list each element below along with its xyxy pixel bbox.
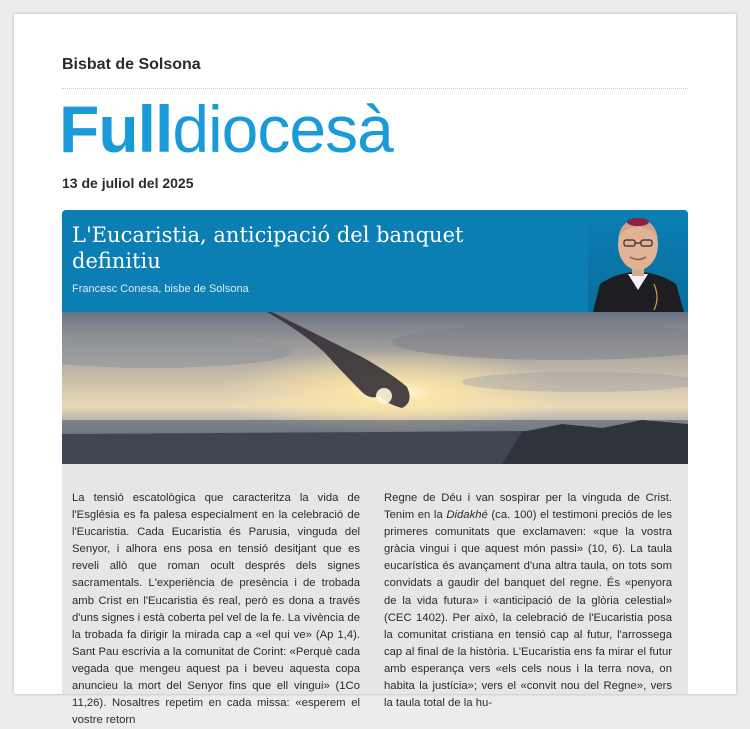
document-page [14, 14, 736, 727]
article-author: Francesc Conesa, bisbe de Solsona [72, 283, 249, 295]
issue-date: 13 de juliol del 2025 [62, 175, 194, 191]
header-divider [62, 88, 688, 89]
body-column-left [72, 490, 360, 729]
body-paragraph-left: La tensió escatològica que caracteritza la vida de l'Església es fa palesa especialment en la celebració de l'Eucaristia. Cada Eucaristia és Parusia, vinguda del Senyor, i alhora ens posa en tensió desitjant que es reveli allò que roman ocult després dels signes sacramentals. L'experiència de presència i de trobada amb Crist en l'Eucaristia és real, però es dona a través d'uns signes i està coberta pel vel de la fe. La vivència de la trobada fa dirigir la mirada cap a «el qui ve» (Ap 1,4). Sant Pau escrivia a la comunitat de Corint: «Perquè cada vegada que mengeu aquest pa i beveu aquesta copa anuncieu la mort del Senyor fins que ell vingui» (1Co 11,26). Nosaltres repetim en cada missa: «esperem el vostre retorn [72, 492, 360, 727]
body-paragraph-right [384, 490, 672, 712]
article-photo [62, 312, 688, 464]
article-body [62, 464, 688, 727]
masthead-bold: Full [59, 92, 173, 166]
body-text-right-start: Regne de Déu i van sospirar per la vinguda de Crist. Tenim en la [384, 492, 672, 522]
article-title: L'Eucaristia, anticipació del banquet definitiu [72, 223, 464, 273]
body-column-right [384, 490, 672, 712]
masthead [59, 94, 393, 164]
masthead-light: diocesà [172, 92, 393, 166]
body-text-right-italic: Didakhé [446, 509, 488, 522]
article-banner [62, 210, 688, 312]
bishop-portrait [588, 210, 688, 312]
body-text-right-end: (ca. 100) el testimoni preciós de les primeres comunitats que exclamaven: «que la vostra gràcia vingui i que aquest món passi» (10, 6). La taula eucarística és avançament d'una altra taula, on tots som convidats a gaudir del banquet del regne. És «penyora de la vida futura» i «anticipació de la glòria celestial» (CEC 1402). Per això, la celebració de l'Eucaristia posa la comunitat cristiana en tensió cap al futur, l'arrossega cap al final de la història. L'Eucaristia ens fa mirar el futur amb esperança vers «els cels nous i la terra nova, on habita la justícia»; vers el «convit nou del Regne», vers la taula total de la hu- [384, 509, 672, 710]
diocese-name: Bisbat de Solsona [62, 56, 201, 73]
